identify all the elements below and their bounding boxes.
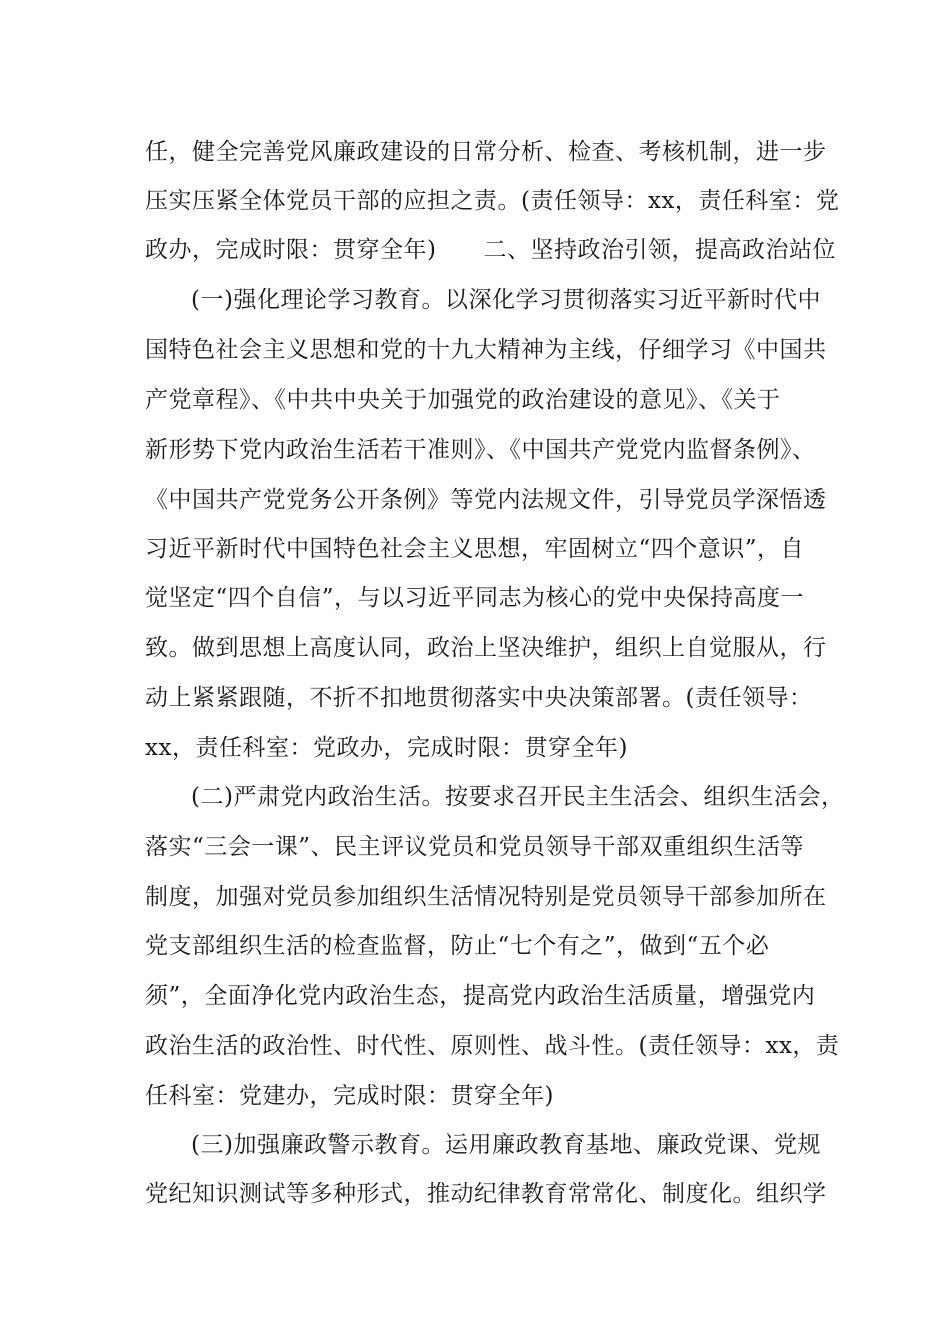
text-line: 产党章程》、《中共中央关于加强党的政治建设的意见》、《关于 <box>145 387 781 413</box>
text-line: 《中国共产党党务公开条例》等党内法规文件，引导党员学深悟透 <box>145 487 827 513</box>
text-line: 任，健全完善党风廉政建设的日常分析、检查、考核机制，进一步 <box>145 139 827 165</box>
text-line: 国特色社会主义思想和党的十九大精神为主线，仔细学习《中国共 <box>145 337 827 363</box>
text-line: 觉坚定“四个自信”，与以习近平同志为核心的党中央保持高度一 <box>145 585 805 611</box>
text-line: 制度，加强对党员参加组织生活情况特别是党员领导干部参加所在 <box>145 884 827 910</box>
paragraph-start-line: (一)强化理论学习教育。以深化学习贯彻落实习近平新时代中 <box>191 287 821 313</box>
text-line: 致。做到思想上高度认同，政治上坚决维护，组织上自觉服从，行 <box>145 635 827 661</box>
text-line: 政办，完成时限：贯穿全年) 二、坚持政治引领，提高政治站位 <box>145 237 836 263</box>
text-line: 习近平新时代中国特色社会主义思想，牢固树立“四个意识”，自 <box>145 536 805 562</box>
text-line: 任科室：党建办，完成时限：贯穿全年) <box>145 1083 554 1109</box>
text-line: 党纪知识测试等多种形式，推动纪律教育常常化、制度化。组织学 <box>145 1181 827 1207</box>
text-line: 须”，全面净化党内政治生态，提高党内政治生活质量，增强党内 <box>145 983 816 1009</box>
text-line: 落实“三会一课”、民主评议党员和党员领导干部双重组织生活等 <box>145 834 805 860</box>
paragraph-start-line: (三)加强廉政警示教育。运用廉政教育基地、廉政党课、党规 <box>191 1132 821 1158</box>
text-line: 压实压紧全体党员干部的应担之责。(责任领导：xx，责任科室：党 <box>145 188 840 214</box>
paragraph-start-line: (二)严肃党内政治生活。按要求召开民主生活会、组织生活会， <box>191 784 845 810</box>
text-line: xx，责任科室：党政办，完成时限：贯穿全年) <box>145 735 628 761</box>
text-line: 党支部组织生活的检查监督，防止“七个有之”，做到“五个必 <box>145 933 770 959</box>
text-line: 政治生活的政治性、时代性、原则性、战斗性。(责任领导：xx，责 <box>145 1033 840 1059</box>
text-line: 新形势下党内政治生活若干准则》、《中国共产党党内监督条例》、 <box>145 437 816 463</box>
text-line: 动上紧紧跟随，不折不扣地贯彻落实中央决策部署。(责任领导： <box>145 685 813 711</box>
